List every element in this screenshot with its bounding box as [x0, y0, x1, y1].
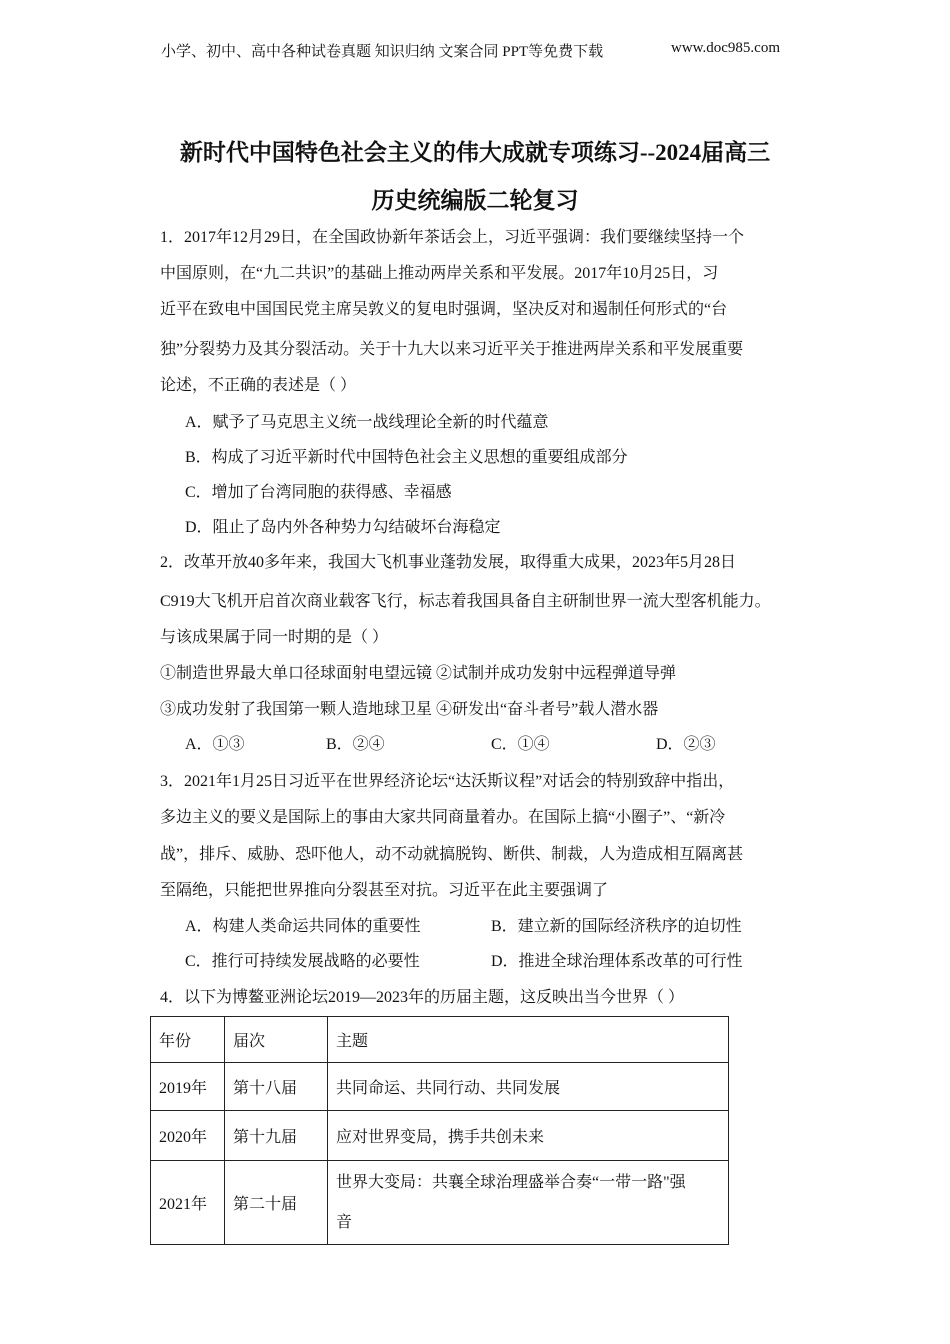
- q3-option: A．构建人类命运共同体的重要性: [185, 918, 421, 935]
- table-cell: 世界大变局：共襄全球治理盛举合奏“一带一路"强音: [328, 1161, 729, 1245]
- table-cell: 2020年: [151, 1111, 225, 1161]
- q3-option: B．建立新的国际经济秩序的迫切性: [491, 918, 742, 935]
- text-line: ③成功发射了我国第一颗人造地球卫星 ④研发出“奋斗者号”载人潜水器: [160, 701, 659, 718]
- q3-option: C．推行可持续发展战略的必要性: [185, 953, 420, 970]
- text-line: D．阻止了岛内外各种势力勾结破坏台海稳定: [185, 519, 501, 536]
- table-header: 届次: [225, 1017, 328, 1063]
- text-line: C．增加了台湾同胞的获得感、幸福感: [185, 484, 452, 501]
- table-cell: 2021年: [151, 1161, 225, 1245]
- header-left-text: 小学、初中、高中各种试卷真题 知识归纳 文案合同 PPT等免费下载: [161, 44, 604, 60]
- text-line: 独”分裂势力及其分裂活动。关于十九大以来习近平关于推进两岸关系和平发展重要: [160, 341, 744, 358]
- q2-option: C．①④: [491, 736, 550, 753]
- doc-title-line-1: 新时代中国特色社会主义的伟大成就专项练习--2024届高三: [179, 140, 771, 165]
- table-cell: 共同命运、共同行动、共同发展: [328, 1063, 729, 1111]
- text-line: C919大飞机开启首次商业载客飞行，标志着我国具备自主研制世界一流大型客机能力。: [160, 593, 771, 610]
- table-cell: 应对世界变局，携手共创未来: [328, 1111, 729, 1161]
- text-line: 近平在致电中国国民党主席吴敦义的复电时强调，坚决反对和遏制任何形式的“台: [160, 301, 728, 318]
- table-cell: 第十八届: [225, 1063, 328, 1111]
- text-line: 与该成果属于同一时期的是（ ）: [160, 629, 389, 646]
- doc-title-line-2: 历史统编版二轮复习: [371, 188, 579, 213]
- text-line: 2．改革开放40多年来，我国大飞机事业蓬勃发展，取得重大成果，2023年5月28日: [160, 554, 737, 571]
- text-line: A．赋予了马克思主义统一战线理论全新的时代蕴意: [185, 414, 549, 431]
- text-line: 多边主义的要义是国际上的事由大家共同商量着办。在国际上搞“小圈子”、“新冷: [160, 809, 726, 826]
- text-line: ①制造世界最大单口径球面射电望远镜 ②试制并成功发射中远程弹道导弹: [160, 665, 677, 682]
- table-row: [151, 1111, 729, 1161]
- table-header: 主题: [328, 1017, 729, 1063]
- table-row: [151, 1063, 729, 1111]
- text-line: 论述，不正确的表述是（ ）: [160, 377, 357, 394]
- q2-option: D．②③: [656, 736, 716, 753]
- page-header: [161, 40, 781, 61]
- table-cell: 第二十届: [225, 1161, 328, 1245]
- table-cell: 第十九届: [225, 1111, 328, 1161]
- q2-option: B．②④: [326, 736, 385, 753]
- table-header-row: [151, 1017, 729, 1063]
- table-cell: 2019年: [151, 1063, 225, 1111]
- text-line: 1．2017年12月29日，在全国政协新年茶话会上，习近平强调：我们要继续坚持一个: [160, 229, 745, 246]
- text-line: 中国原则，在“九二共识”的基础上推动两岸关系和平发展。2017年10月25日，习: [160, 265, 719, 282]
- forum-theme-table: [150, 1016, 729, 1245]
- text-line: 至隔绝，只能把世界推向分裂甚至对抗。习近平在此主要强调了: [160, 882, 609, 899]
- text-line: 3．2021年1月25日习近平在世界经济论坛“达沃斯议程”对话会的特别致辞中指出，: [160, 773, 735, 790]
- table-header: 年份: [151, 1017, 225, 1063]
- table-row: [151, 1161, 729, 1245]
- header-url: www.doc985.com: [671, 40, 781, 56]
- q3-option: D．推进全球治理体系改革的可行性: [491, 953, 743, 970]
- text-line: B．构成了习近平新时代中国特色社会主义思想的重要组成部分: [185, 449, 628, 466]
- q2-option: A．①③: [185, 736, 245, 753]
- text-line: 4．以下为博鳌亚洲论坛2019—2023年的历届主题，这反映出当今世界（ ）: [160, 989, 685, 1006]
- text-line: 战”，排斥、威胁、恐吓他人，动不动就搞脱钩、断供、制裁，人为造成相互隔离甚: [160, 846, 744, 863]
